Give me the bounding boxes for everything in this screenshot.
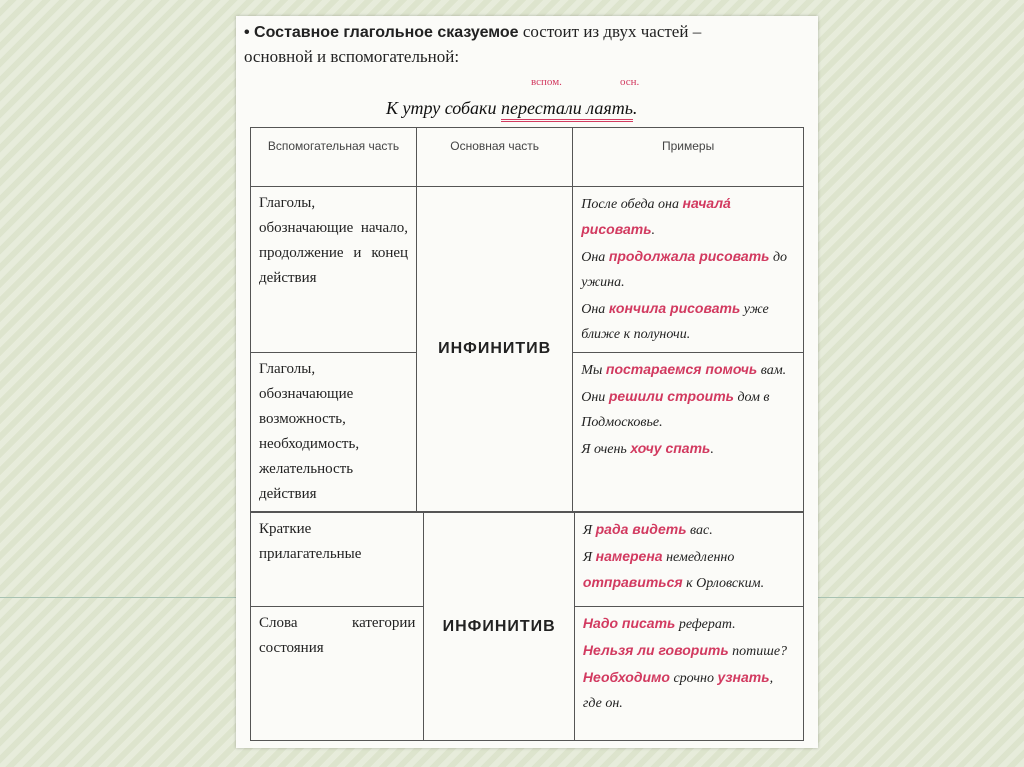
example-line: Я очень хочу спать. — [581, 440, 714, 457]
examples-cell — [574, 607, 803, 741]
example-line: Мы постараемся помочь вам. — [581, 361, 787, 378]
aux-cell: Глаголы, обозначающие начало, продолжение и конец действия — [251, 187, 417, 353]
example-line: Я рада видеть вас. — [582, 521, 713, 538]
example-line: Они решили строить дом в Подмосковье. — [581, 388, 770, 430]
example-line: После обеда она начала́ рисовать. — [581, 195, 731, 238]
predicate-underlined: перестали лаять — [501, 98, 633, 122]
examples-cell — [574, 513, 803, 607]
aux-cell: Глаголы, обозначающие возможность, необходимость, желательность действия — [251, 353, 417, 512]
column-header-examples: Примеры — [573, 128, 804, 187]
infinitive-cell: ИНФИНИТИВ — [424, 513, 575, 741]
column-header-main: Основная часть — [417, 128, 573, 187]
statement-text-1: состоит из двух частей – — [518, 22, 702, 41]
column-header-aux: Вспомогательная часть — [251, 128, 417, 187]
statement-text-2: основной и вспомогательной: — [244, 47, 460, 66]
infinitive-cell: ИНФИНИТИВ — [417, 187, 573, 512]
term-heading: • Составное глагольное сказуемое — [244, 24, 519, 41]
example-line: Она продолжала рисовать до ужина. — [581, 248, 788, 290]
example-line: Необходимо срочно узнать, где он. — [582, 669, 774, 711]
textbook-page — [236, 16, 818, 748]
rule-statement — [244, 20, 814, 69]
predicate-table-top — [250, 127, 804, 512]
aux-cell: Слова категории состояния — [251, 607, 424, 741]
example-line: Я намерена немедленно отправиться к Орловским. — [582, 548, 765, 591]
example-line: Надо писать реферат. — [582, 615, 736, 632]
example-text: К утру собаки перестали лаять. — [386, 98, 637, 119]
aux-cell: Краткие прилагательные — [251, 513, 424, 607]
example-sentence — [386, 76, 806, 126]
example-line: Нельзя ли говорить потише? — [582, 642, 788, 659]
example-line: Она кончила рисовать уже ближе к полуночи. — [581, 300, 769, 342]
predicate-table-bottom — [250, 512, 804, 741]
main-part-tag: осн. — [620, 76, 640, 88]
aux-part-tag: вспом. — [531, 76, 562, 88]
examples-cell — [573, 353, 804, 512]
examples-cell — [573, 187, 804, 353]
